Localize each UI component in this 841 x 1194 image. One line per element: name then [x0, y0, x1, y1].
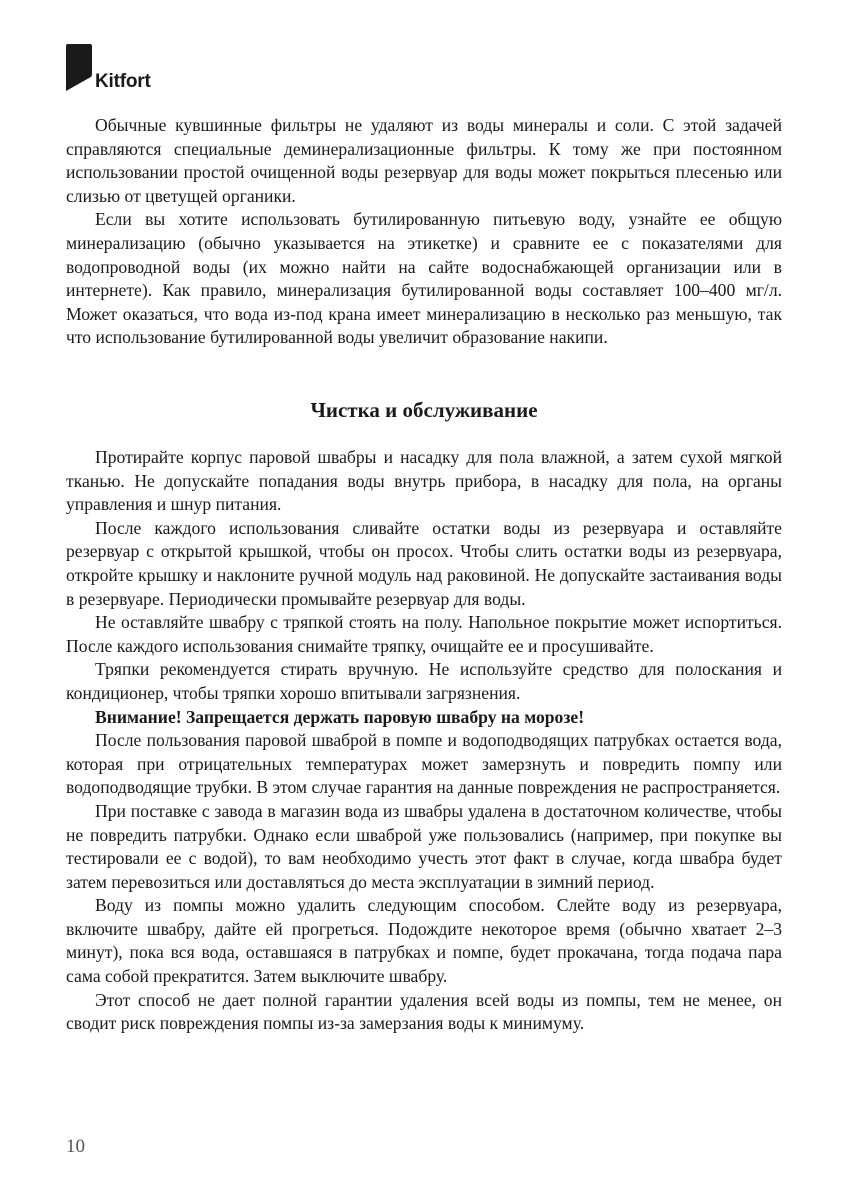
intro-text	[66, 114, 782, 350]
paragraph: Не оставляйте швабру с тряпкой стоять на полу. Напольное покрытие может испортиться. После каждого использования снимайте тряпку, очищайте ее и просушивайте.	[66, 612, 782, 656]
brand-logo	[66, 44, 151, 92]
section-body	[66, 446, 782, 1036]
paragraph: Обычные кувшинные фильтры не удаляют из воды минералы и соли. С этой задачей справляются специальные деминерализационные фильтры. К тому же при постоянном использовании простой очищенной воды резервуар для воды может покрыться плесенью или слизью от цветущей органики.	[66, 115, 782, 206]
paragraph: Протирайте корпус паровой швабры и насадку для пола влажной, а затем сухой мягкой тканью. Не допускайте попадания воды внутрь прибора, в насадку для пола, на органы управления и шнур питания.	[66, 447, 782, 515]
paragraph: Если вы хотите использовать бутилированную питьевую воду, узнайте ее общую минерализацию (обычно указывается на этикетке) и сравните ее с показателями для водопроводной воды (их можно найти на сайте водоснабжающей организации или в интернете). Как правило, минерализация бутилированной воды составляет 100–400 мг/л. Может оказаться, что вода из-под крана имеет минерализацию в несколько раз меньшую, так что использование бутилированной воды увеличит образование накипи.	[66, 209, 782, 348]
page-number: 10	[66, 1136, 85, 1157]
kitfort-logo-icon	[66, 44, 92, 92]
paragraph: Тряпки рекомендуется стирать вручную. Не используйте средство для полоскания и кондиционер, чтобы тряпки хорошо впитывали загрязнения.	[66, 659, 782, 703]
paragraph: После пользования паровой шваброй в помпе и водоподводящих патрубках остается вода, которая при отрицательных температурах может замерзнуть и повредить помпу или водоподводящие трубки. В этом случае гарантия на данные повреждения не распространяется.	[66, 730, 782, 798]
paragraph: После каждого использования сливайте остатки воды из резервуара и оставляйте резервуар с открытой крышкой, чтобы он просох. Чтобы слить остатки воды из резервуара, откройте крышку и наклоните ручной модуль над раковиной. Не допускайте застаивания воды в резервуаре. Периодически промывайте резервуар для воды.	[66, 517, 782, 609]
warning-text: Внимание! Запрещается держать паровую швабру на морозе!	[95, 706, 585, 727]
paragraph: Этот способ не дает полной гарантии удаления всей воды из помпы, тем не менее, он сводит риск повреждения помпы из-за замерзания воды к минимуму.	[66, 989, 782, 1034]
section-title: Чистка и обслуживание	[310, 398, 538, 422]
paragraph: Воду из помпы можно удалить следующим способом. Слейте воду из резервуара, включите швабру, дайте ей прогреться. Подождите некоторое время (обычно хватает 2–3 минут), пока вся вода, оставшаяся в патрубках и помпе, будет прокачана, тогда подача пара сама собой прекратится. Затем выключите швабру.	[66, 895, 782, 987]
paragraph: При поставке с завода в магазин вода из швабры удалена в достаточном количестве, чтобы не повредить патрубки. Однако если шваброй уже пользовались (например, при покупке вы тестировали ее с водой), то вам необходимо учесть этот факт в случае, когда швабра будет затем перевозиться или доставляться до места эксплуатации в зимний период.	[66, 800, 782, 892]
brand-name: Kitfort	[95, 71, 151, 92]
